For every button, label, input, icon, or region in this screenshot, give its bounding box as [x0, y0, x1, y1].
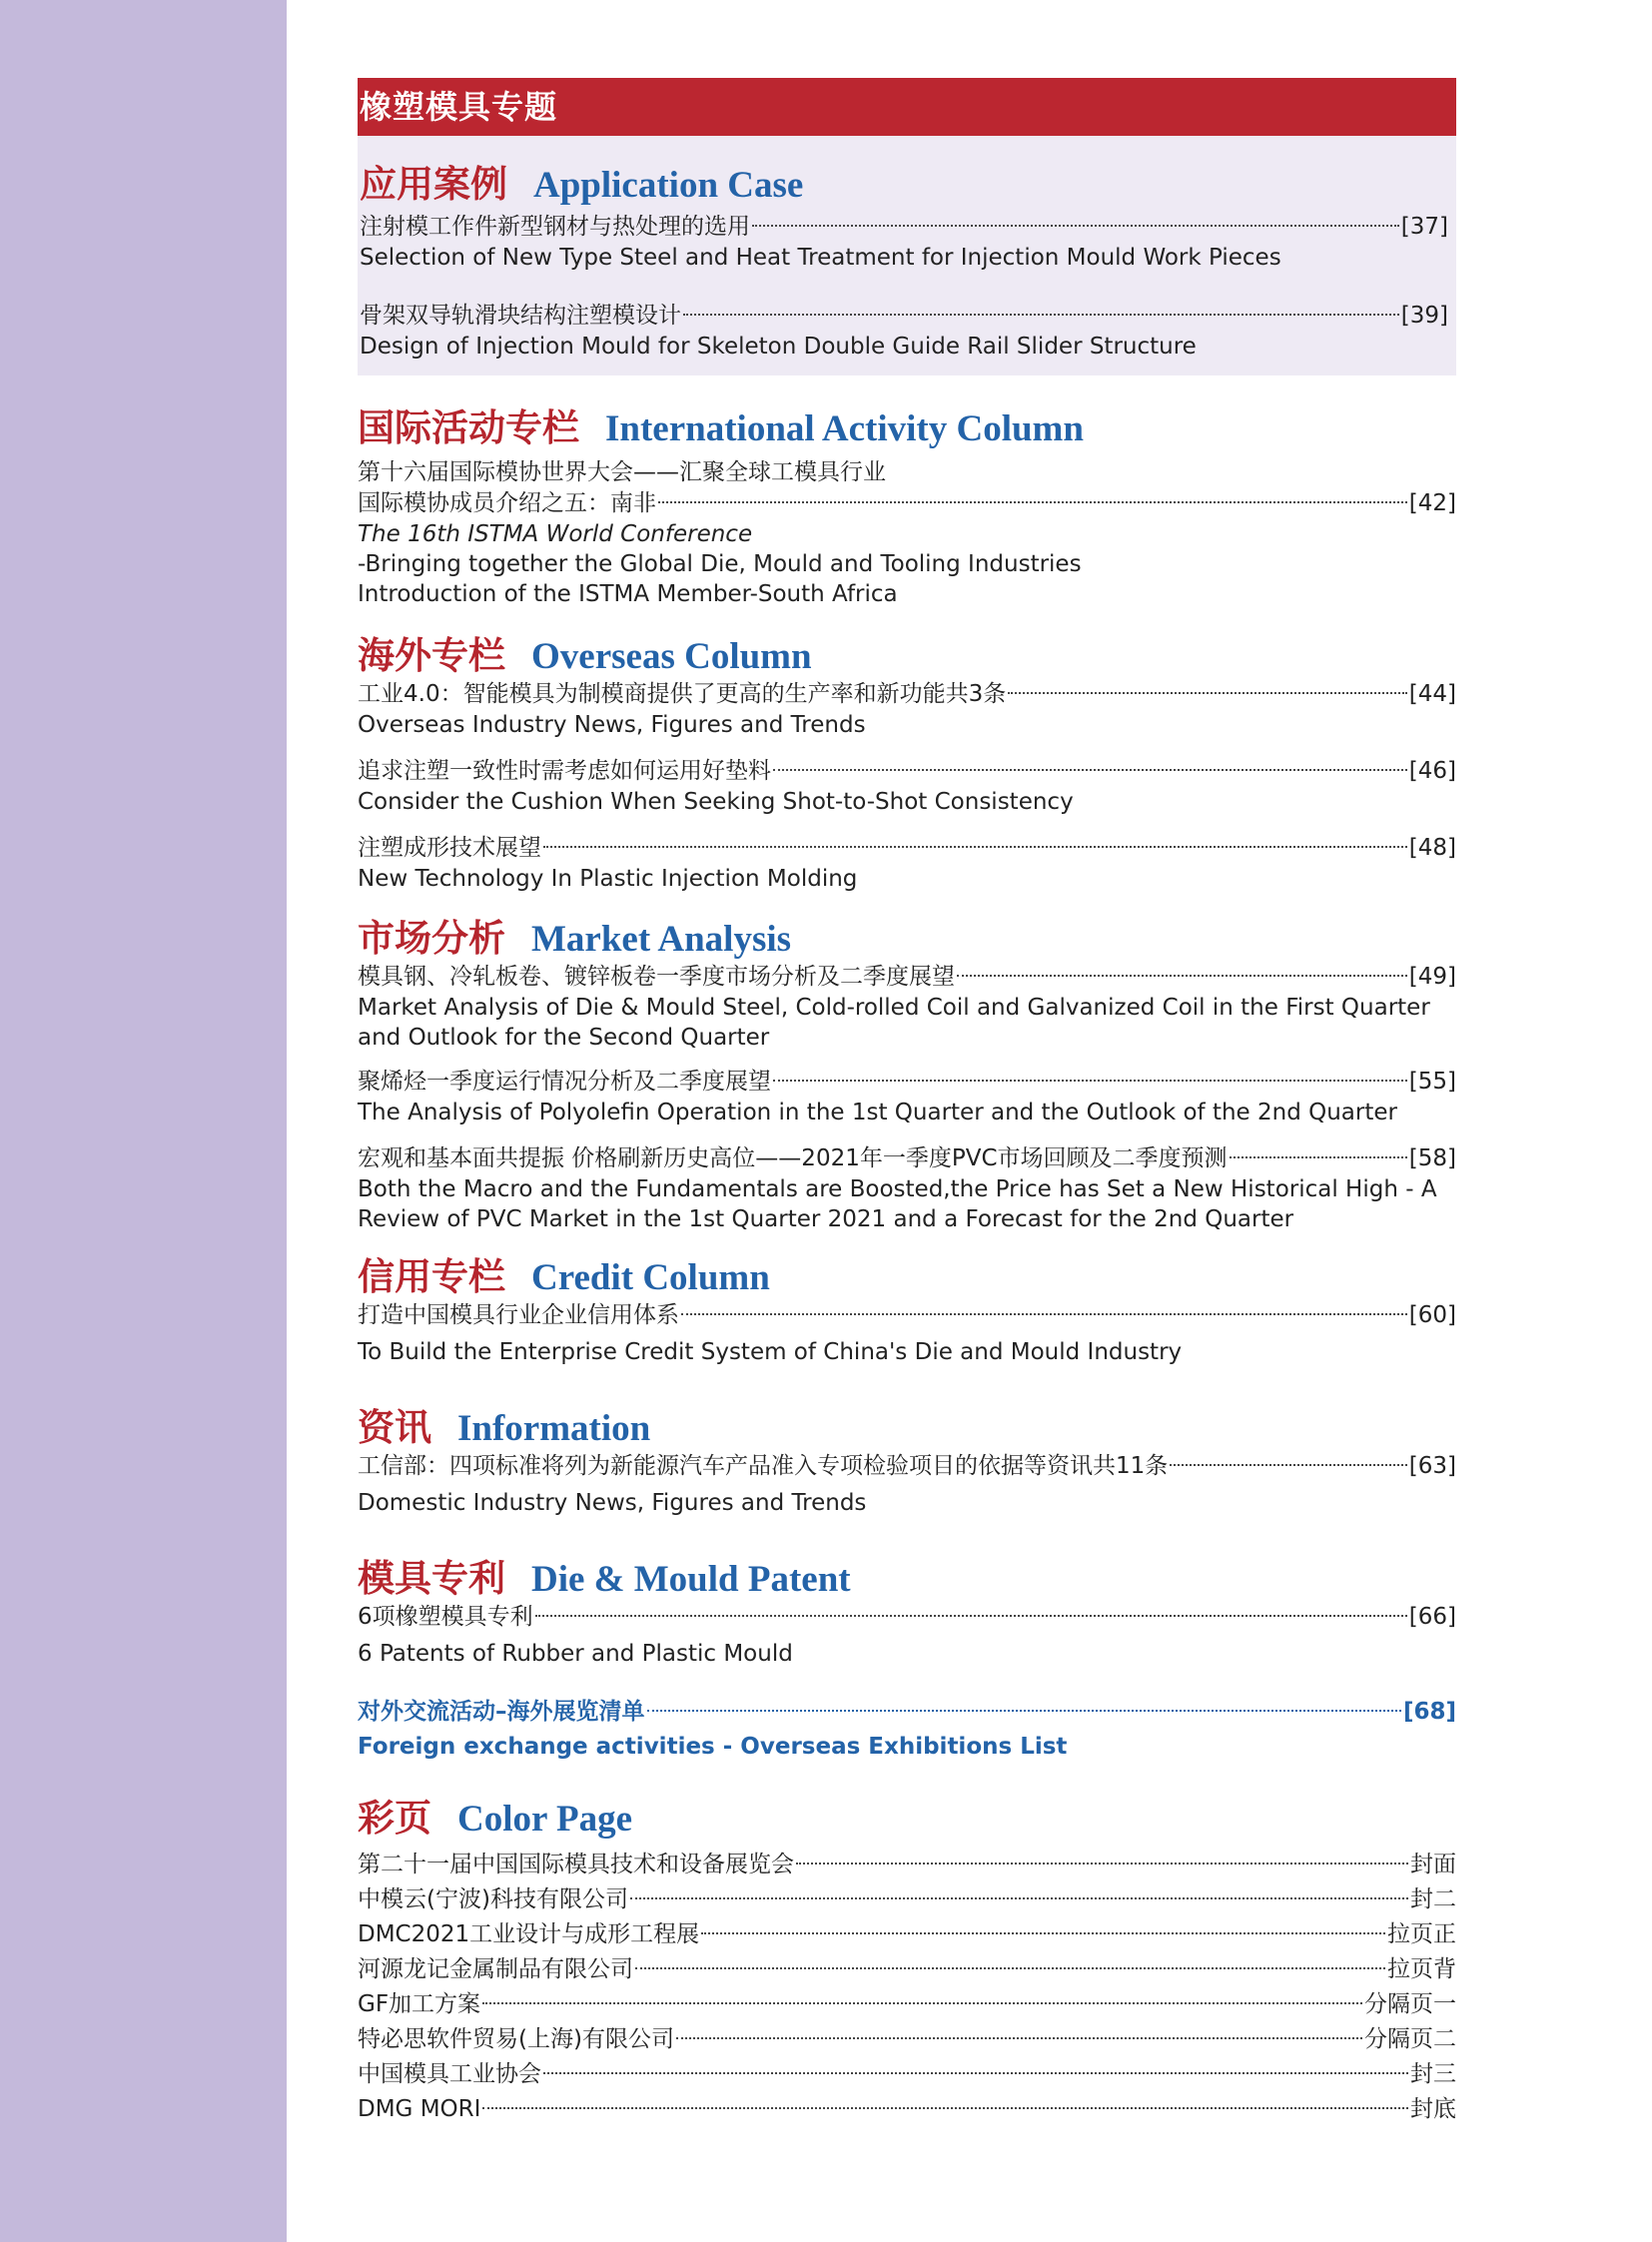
leader-dots	[535, 1615, 1407, 1617]
entry-title-zh: 模具钢、冷轧板卷、镀锌板卷一季度市场分析及二季度展望	[358, 964, 955, 990]
section-title-en: Overseas Column	[531, 636, 812, 677]
section-heading	[358, 397, 1456, 451]
entry-title-zh: 对外交流活动–海外展览清单	[358, 1699, 645, 1725]
page-number: [37]	[1400, 214, 1448, 240]
page-number: [68]	[1402, 1699, 1456, 1725]
leader-dots	[752, 225, 1399, 227]
leader-dots	[630, 1897, 1408, 1899]
entry-title-en: Both the Macro and the Fundamentals are Boosted,the Price has Set a New Historical High - A Review of PVC Market in the 1st Quarter 2021 and a Forecast for the 2nd Quarter	[358, 1176, 1437, 1232]
section-heading	[358, 1397, 1456, 1451]
section-title-zh: 国际活动专栏	[358, 405, 579, 449]
section-title-zh: 彩页	[358, 1796, 431, 1840]
page-number: [49]	[1408, 964, 1456, 990]
toc-entry[interactable]	[358, 1602, 1456, 1669]
leader-dots	[773, 1080, 1407, 1082]
toc-entry[interactable]	[360, 301, 1448, 362]
leader-dots	[1008, 692, 1407, 694]
section-heading	[358, 1788, 1456, 1842]
toc-entry[interactable]	[358, 833, 1456, 894]
section-market-analysis	[358, 908, 1456, 1234]
page-number: 封面	[1410, 1852, 1456, 1877]
color-page-entry[interactable]	[358, 1848, 1456, 1882]
page-number: [55]	[1408, 1069, 1456, 1095]
entry-title-en: Overseas Industry News, Figures and Trends	[358, 712, 866, 738]
entry-title-en: Market Analysis of Die & Mould Steel, Cold-rolled Coil and Galvanized Coil in the First Quarter and Outlook for the Second Quarter	[358, 995, 1430, 1051]
page-number: 封二	[1410, 1886, 1456, 1912]
toc-entry[interactable]	[358, 1300, 1456, 1367]
section-heading	[358, 1246, 1456, 1300]
page-number: 封三	[1410, 2061, 1456, 2087]
entry-title-zh: 河源龙记金属制品有限公司	[358, 1956, 633, 1982]
page-number: [58]	[1408, 1145, 1456, 1171]
leader-dots	[635, 1967, 1385, 1969]
color-page-entry[interactable]	[358, 1987, 1456, 2022]
section-foreign-exchange	[358, 1697, 1456, 1762]
entry-title-en: The Analysis of Polyolefin Operation in the 1st Quarter and the Outlook of the 2nd Quarter	[358, 1100, 1397, 1125]
section-title-zh: 资讯	[358, 1405, 431, 1449]
toc-entry[interactable]	[358, 1067, 1456, 1127]
toc-entry[interactable]	[358, 1697, 1456, 1762]
section-title-en: Color Page	[457, 1799, 633, 1840]
section-color-page	[358, 1788, 1456, 2127]
color-page-entry[interactable]	[358, 1952, 1456, 1987]
section-heading	[358, 1548, 1456, 1602]
section-title-en: Application Case	[533, 165, 804, 206]
toc-entry[interactable]	[360, 212, 1448, 273]
section-title-zh: 海外专栏	[358, 633, 505, 677]
leader-dots	[773, 769, 1407, 771]
entry-title-zh: 特必思软件贸易(上海)有限公司	[358, 2026, 674, 2052]
page-number: [44]	[1408, 681, 1456, 707]
sidebar-band	[0, 0, 287, 2242]
page-number: 拉页背	[1387, 1956, 1456, 1982]
section-heading	[358, 908, 1456, 962]
section-title-zh: 应用案例	[360, 162, 507, 206]
toc-entry[interactable]	[358, 679, 1456, 740]
toc-entry[interactable]	[358, 1143, 1456, 1234]
page-number: [48]	[1408, 835, 1456, 861]
section-international-activity	[358, 397, 1456, 609]
entry-title-zh: 注塑成形技术展望	[358, 835, 541, 861]
section-overseas-column	[358, 625, 1456, 894]
leader-dots	[701, 1932, 1385, 1934]
entry-title-zh: 注射模工作件新型钢材与热处理的选用	[360, 214, 750, 240]
color-page-entry[interactable]	[358, 2022, 1456, 2057]
section-title-en: International Activity Column	[605, 408, 1084, 449]
entry-title-zh: 6项橡塑模具专利	[358, 1604, 533, 1630]
entry-title-zh: 国际模协成员介绍之五：南非	[358, 490, 656, 516]
entry-title-en: 6 Patents of Rubber and Plastic Mould	[358, 1641, 793, 1667]
section-application-case	[358, 136, 1456, 375]
page-number: 分隔页二	[1364, 2026, 1456, 2052]
page-number: [63]	[1408, 1453, 1456, 1479]
entry-title-en: -Bringing together the Global Die, Mould and Tooling Industries	[358, 551, 1082, 577]
section-title-zh: 模具专利	[358, 1556, 505, 1600]
leader-dots	[543, 846, 1407, 848]
entry-title-zh: DMG MORI	[358, 2096, 481, 2122]
section-heading	[358, 625, 1456, 679]
section-heading	[360, 154, 1448, 208]
table-of-contents	[358, 78, 1456, 2127]
toc-entry[interactable]	[358, 1451, 1456, 1518]
leader-dots	[681, 1313, 1407, 1315]
entry-title-en: Foreign exchange activities - Overseas Exhibitions List	[358, 1734, 1068, 1760]
leader-dots	[1230, 1156, 1407, 1158]
entry-title-zh: 工业4.0：智能模具为制模商提供了更高的生产率和新功能共3条	[358, 681, 1007, 707]
toc-entry[interactable]	[358, 457, 1456, 609]
entry-title-zh: GF加工方案	[358, 1991, 481, 2017]
entry-title-zh: 追求注塑一致性时需考虑如何运用好垫料	[358, 758, 771, 784]
page-number: 拉页正	[1387, 1921, 1456, 1947]
entry-title-zh: 中国模具工业协会	[358, 2061, 541, 2087]
leader-dots	[1170, 1464, 1407, 1466]
leader-dots	[482, 2107, 1408, 2109]
section-title-en: Market Analysis	[531, 919, 792, 960]
leader-dots	[676, 2037, 1362, 2039]
entry-title-en: Selection of New Type Steel and Heat Treatment for Injection Mould Work Pieces	[360, 245, 1281, 271]
color-page-entry[interactable]	[358, 1917, 1456, 1952]
leader-dots	[683, 314, 1399, 316]
page-number: [66]	[1408, 1604, 1456, 1630]
leader-dots	[482, 2002, 1362, 2004]
page-number: 封底	[1410, 2096, 1456, 2122]
entry-title-zh: 打造中国模具行业企业信用体系	[358, 1302, 679, 1328]
entry-title-en: The 16th ISTMA World Conference	[358, 521, 753, 547]
entry-title-en: Consider the Cushion When Seeking Shot-to-Shot Consistency	[358, 789, 1074, 815]
section-title-zh: 信用专栏	[358, 1254, 505, 1298]
section-title-en: Information	[457, 1408, 651, 1449]
leader-dots	[543, 2072, 1408, 2074]
entry-title-zh: 中模云(宁波)科技有限公司	[358, 1886, 628, 1912]
toc-entry[interactable]	[358, 756, 1456, 817]
section-die-mould-patent	[358, 1548, 1456, 1669]
entry-title-en: Design of Injection Mould for Skeleton Double Guide Rail Slider Structure	[360, 334, 1197, 360]
entry-title-zh: 第十六届国际模协世界大会——汇聚全球工模具行业	[358, 459, 886, 485]
entry-title-zh: 第二十一届中国国际模具技术和设备展览会	[358, 1852, 794, 1877]
color-page-entry[interactable]	[358, 2057, 1456, 2092]
entry-title-en: To Build the Enterprise Credit System of China's Die and Mould Industry	[358, 1339, 1183, 1365]
leader-dots	[796, 1863, 1408, 1865]
entry-title-zh: 工信部：四项标准将列为新能源汽车产品准入专项检验项目的依据等资讯共11条	[358, 1453, 1169, 1479]
leader-dots	[658, 501, 1407, 503]
section-title-en: Die & Mould Patent	[531, 1559, 851, 1600]
page-number: [46]	[1408, 758, 1456, 784]
topic-banner: 橡塑模具专题	[358, 78, 1456, 136]
entry-title-en: Domestic Industry News, Figures and Trends	[358, 1490, 867, 1516]
section-title-en: Credit Column	[531, 1257, 770, 1298]
entry-title-zh: DMC2021工业设计与成形工程展	[358, 1921, 700, 1947]
entry-title-zh: 聚烯烃一季度运行情况分析及二季度展望	[358, 1069, 771, 1095]
entry-title-zh: 骨架双导轨滑块结构注塑模设计	[360, 303, 681, 329]
entry-title-en: New Technology In Plastic Injection Molding	[358, 866, 858, 892]
leader-dots	[957, 975, 1407, 977]
leader-dots	[647, 1710, 1401, 1712]
section-credit-column	[358, 1246, 1456, 1367]
color-page-entry[interactable]	[358, 2092, 1456, 2127]
entry-title-zh: 宏观和基本面共提振 价格刷新历史高位——2021年一季度PVC市场回顾及二季度预测	[358, 1145, 1228, 1171]
section-information	[358, 1397, 1456, 1518]
entry-title-en: Introduction of the ISTMA Member-South Africa	[358, 581, 898, 607]
color-page-entry[interactable]	[358, 1882, 1456, 1917]
page-number: [42]	[1408, 490, 1456, 516]
toc-entry[interactable]	[358, 962, 1456, 1053]
page-number: [39]	[1400, 303, 1448, 329]
page-number: [60]	[1408, 1302, 1456, 1328]
page-number: 分隔页一	[1364, 1991, 1456, 2017]
section-title-zh: 市场分析	[358, 916, 505, 960]
